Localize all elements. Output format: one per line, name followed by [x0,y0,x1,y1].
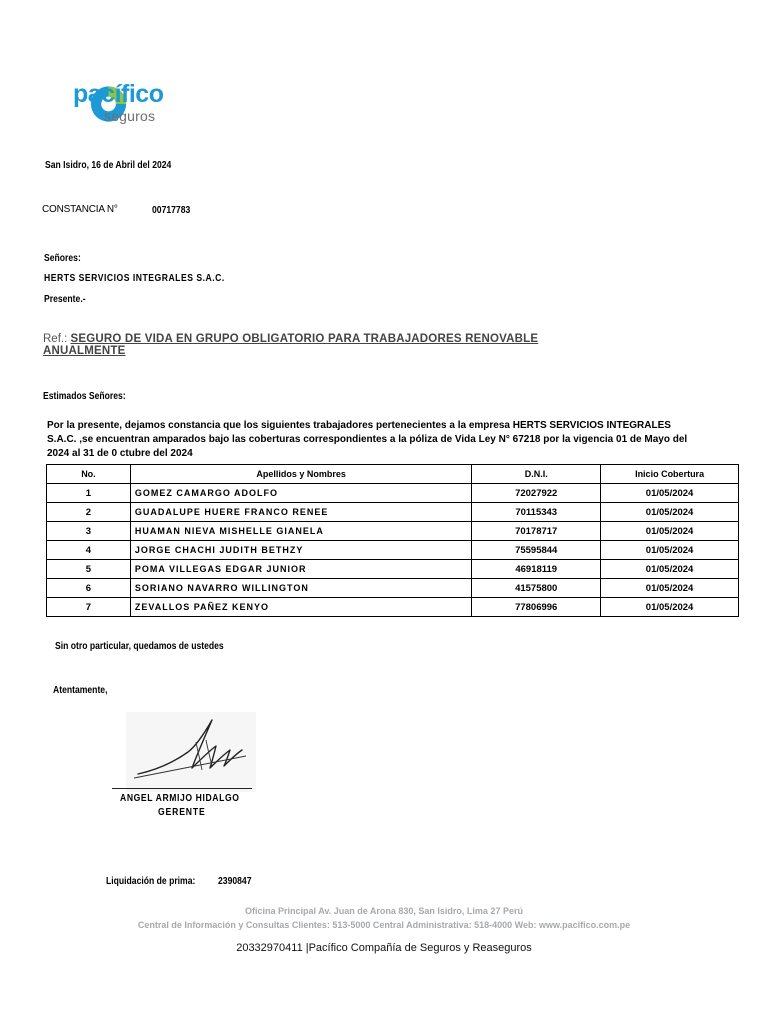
worker-dni: 77806996 [472,598,601,617]
liquidacion-label: Liquidación de prima: [106,876,196,887]
row-number: 4 [47,541,131,560]
row-number: 1 [47,484,131,503]
signature-line [112,788,252,789]
worker-name: POMA VILLEGAS EDGAR JUNIOR [130,560,471,579]
coverage-start: 01/05/2024 [601,560,739,579]
col-header-no: No. [47,465,131,484]
worker-name: GOMEZ CAMARGO ADOLFO [130,484,471,503]
worker-dni: 72027922 [472,484,601,503]
col-header-name: Apellidos y Nombres [130,465,471,484]
table-row [47,503,739,522]
col-header-dni: D.N.I. [472,465,601,484]
reference-text: SEGURO DE VIDA EN GRUPO OBLIGATORIO PARA TRABAJADORES RENOVABLE ANUALMENTE [43,333,539,357]
workers-table [46,464,739,617]
footer-contact: Central de Información y Consultas Clientes: 513-5000 Central Administrativa: 518-4000 Web: www.pacifico.com.pe [137,920,631,930]
salutation: Señores: [44,253,81,264]
coverage-start: 01/05/2024 [601,484,739,503]
worker-name: JORGE CHACHI JUDITH BETHZY [130,541,471,560]
worker-dni: 70178717 [472,522,601,541]
table-row [47,579,739,598]
table-row [47,484,739,503]
liquidacion-value: 2390847 [218,876,252,887]
table-header-row [47,465,739,484]
footer-address: Oficina Principal Av. Juan de Arona 830, San Isidro, Lima 27 Perú [245,906,523,916]
table-row [47,598,739,617]
reference [43,333,603,357]
greeting: Estimados Señores: [43,391,126,402]
closing-text: Sin otro particular, quedamos de ustedes [55,641,224,652]
coverage-start: 01/05/2024 [601,503,739,522]
worker-dni: 46918119 [472,560,601,579]
row-number: 7 [47,598,131,617]
signer-title: GERENTE [158,807,206,818]
signature-icon [126,712,256,792]
coverage-start: 01/05/2024 [601,541,739,560]
worker-name: GUADALUPE HUERE FRANCO RENEE [130,503,471,522]
constancia-label: CONSTANCIA N° [42,204,118,215]
constancia-number: 00717783 [152,205,191,216]
logo-wordmark: pacífico [73,80,164,108]
col-header-inicio: Inicio Cobertura [601,465,739,484]
coverage-start: 01/05/2024 [601,598,739,617]
signer-name: ANGEL ARMIJO HIDALGO [120,793,240,804]
coverage-start: 01/05/2024 [601,579,739,598]
row-number: 5 [47,560,131,579]
regards-text: Atentamente, [53,685,108,696]
presente: Presente.- [44,294,86,305]
logo-subtitle: seguros [104,108,156,124]
worker-dni: 75595844 [472,541,601,560]
table-row [47,560,739,579]
letter-body: Por la presente, dejamos constancia que los siguientes trabajadores pertenecientes a la empresa HERTS SERVICIOS INTEGRALES S.A.C. ,se encuentran amparados bajo las coberturas correspondientes a la póliza de Vida Ley N° 67218 por la vigencia 01 de Mayo del 2024 al 31 de 0 ctubre del 2024 [47,420,688,459]
worker-name: SORIANO NAVARRO WILLINGTON [130,579,471,598]
letter-date: San Isidro, 16 de Abril del 2024 [45,160,172,171]
row-number: 3 [47,522,131,541]
worker-name: ZEVALLOS PAÑEZ KENYO [130,598,471,617]
table-row [47,522,739,541]
coverage-start: 01/05/2024 [601,522,739,541]
table-row [47,541,739,560]
worker-dni: 70115343 [472,503,601,522]
worker-dni: 41575800 [472,579,601,598]
addressee-company: HERTS SERVICIOS INTEGRALES S.A.C. [44,273,225,284]
reference-label: Ref.: [43,333,68,345]
worker-name: HUAMAN NIEVA MISHELLE GIANELA [130,522,471,541]
row-number: 2 [47,503,131,522]
row-number: 6 [47,579,131,598]
footer-company: 20332970411 |Pacífico Compañía de Seguros y Reaseguros [236,942,532,954]
